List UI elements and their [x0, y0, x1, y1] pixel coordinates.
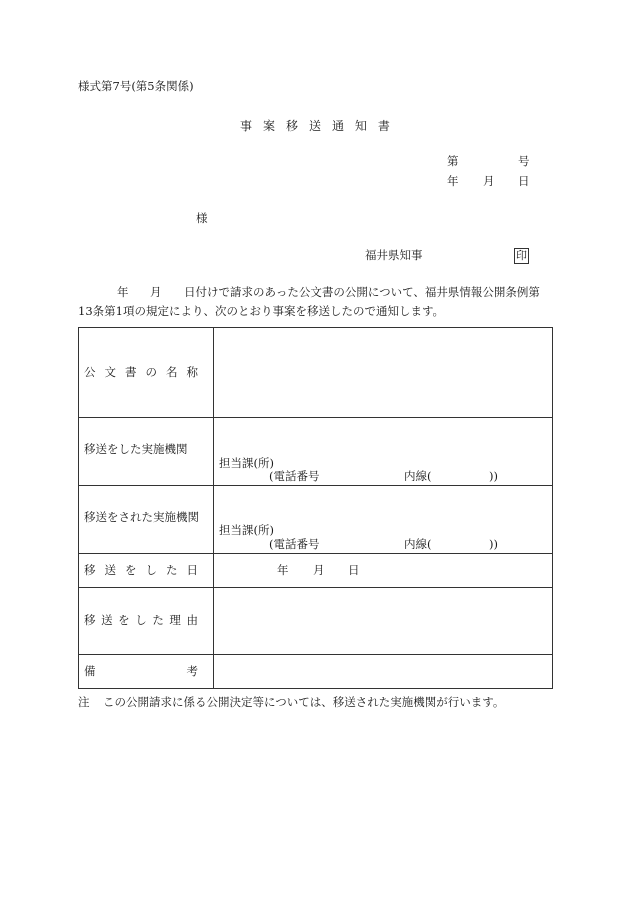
label-char: 送: [104, 562, 116, 577]
label-char: 備: [84, 663, 96, 678]
form-table: [78, 327, 553, 689]
table-row: [79, 655, 553, 689]
footnote-mark: 注: [78, 695, 90, 709]
table-row: [79, 486, 553, 554]
table-row: [79, 328, 553, 418]
label-char: 移: [84, 562, 96, 577]
table-row: [79, 588, 553, 655]
footnote-text: この公開請求に係る公開決定等については、移送された実施機関が行います。: [103, 695, 505, 709]
label-char: の: [145, 364, 157, 379]
title-char: 書: [377, 119, 390, 133]
value-transferring-agency[interactable]: [214, 418, 553, 486]
label-remarks: [79, 655, 214, 689]
transfer-year: 年: [277, 562, 289, 577]
label-char: た: [152, 613, 164, 628]
dept-label: 担当課(所): [219, 456, 274, 470]
label-char: 公: [84, 364, 96, 379]
title-char: 移: [285, 119, 298, 133]
label-char: 由: [186, 613, 198, 628]
closing-parens: )): [489, 537, 498, 551]
date-month: 月: [483, 174, 495, 188]
label-receiving-agency: [79, 486, 214, 554]
title-char: 送: [308, 119, 321, 133]
label-char: 移: [84, 613, 96, 628]
transfer-day: 日: [348, 562, 360, 577]
table-row: [79, 554, 553, 588]
doc-number-go: 号: [518, 154, 530, 168]
label-char: を: [118, 613, 130, 628]
title-char: 事: [240, 119, 253, 133]
label-char: 書: [125, 364, 137, 379]
seal-stamp: 印: [516, 249, 527, 262]
phone-label: (電話番号: [269, 469, 320, 483]
date-year: 年: [447, 174, 459, 188]
doc-number-dai: 第: [447, 154, 459, 168]
value-document-name[interactable]: [214, 328, 553, 418]
value-remarks[interactable]: [214, 655, 553, 689]
title-char: 通: [331, 119, 344, 133]
label-char: 送: [101, 613, 113, 628]
title-char: 知: [354, 119, 367, 133]
body-year: 年: [117, 285, 129, 299]
addressee-sama: 様: [196, 211, 208, 225]
document-title: [240, 120, 390, 132]
title-char: 案: [262, 119, 275, 133]
extension-label: 内線(: [404, 537, 432, 551]
closing-parens: )): [489, 469, 498, 483]
body-line2: 13条第1項の規定により、次のとおり事案を移送したので通知します。: [78, 304, 445, 318]
form-number: 様式第7号(第5条関係): [78, 79, 194, 93]
value-receiving-agency[interactable]: [214, 486, 553, 554]
label-char: 称: [186, 364, 198, 379]
label-char: 理: [169, 613, 181, 628]
dept-label: 担当課(所): [219, 523, 274, 537]
value-transfer-date[interactable]: [214, 554, 553, 588]
label-transfer-reason: [79, 588, 214, 655]
extension-label: 内線(: [404, 469, 432, 483]
label-char: 文: [104, 364, 116, 379]
date-day: 日: [518, 174, 530, 188]
sender-name: 福井県知事: [365, 248, 423, 262]
label-text: 移送をした実施機関: [84, 441, 188, 456]
table-row: [79, 418, 553, 486]
phone-label: (電話番号: [269, 537, 320, 551]
label-char: た: [166, 562, 178, 577]
label-transfer-date: [79, 554, 214, 588]
body-line1: 日付けで請求のあった公文書の公開について、福井県情報公開条例第: [184, 285, 540, 299]
body-month: 月: [150, 285, 162, 299]
label-char: し: [145, 562, 157, 577]
label-document-name: [79, 328, 214, 418]
label-char: を: [125, 562, 137, 577]
label-char: 日: [186, 562, 198, 577]
transfer-month: 月: [313, 562, 325, 577]
label-char: 考: [186, 663, 198, 678]
label-char: 名: [166, 364, 178, 379]
label-char: し: [135, 613, 147, 628]
label-transferring-agency: [79, 418, 214, 486]
label-text: 移送をされた実施機関: [84, 509, 199, 524]
value-transfer-reason[interactable]: [214, 588, 553, 655]
